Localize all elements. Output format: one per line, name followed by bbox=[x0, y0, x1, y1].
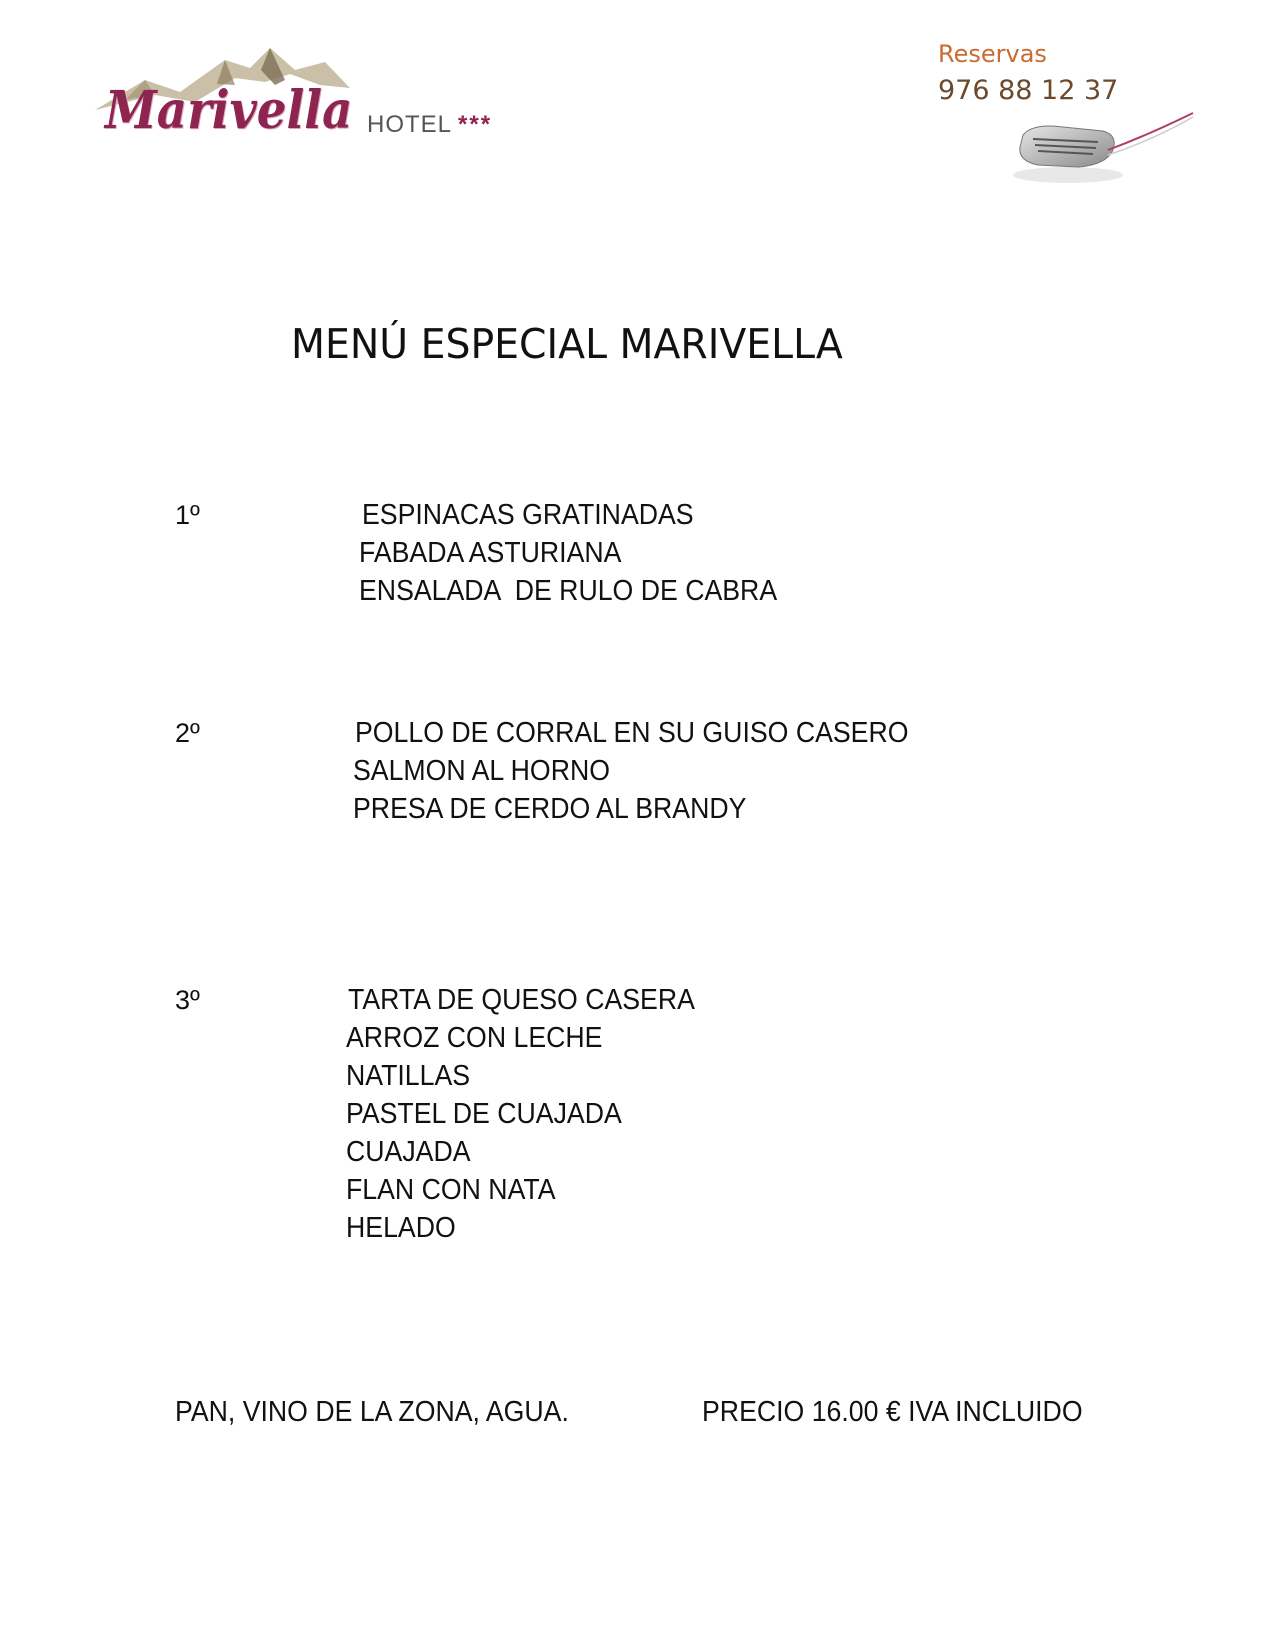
course-number: 3º bbox=[175, 985, 200, 1015]
hotel-logo bbox=[85, 40, 525, 150]
menu-item: ENSALADA DE RULO DE CABRA bbox=[359, 575, 778, 607]
logo-hotel-label bbox=[367, 111, 492, 139]
menu-item: FLAN CON NATA bbox=[346, 1174, 556, 1206]
course-2-list bbox=[355, 714, 957, 828]
menu-item: ESPINACAS GRATINADAS bbox=[362, 499, 694, 531]
menu-price: PRECIO 16.00 € IVA INCLUIDO bbox=[702, 1396, 1083, 1428]
reservas-phone[interactable]: 976 88 12 37 bbox=[938, 75, 1119, 106]
course-number: 1º bbox=[175, 500, 200, 530]
reservas-block bbox=[938, 40, 1198, 190]
logo-stars: *** bbox=[458, 111, 493, 138]
menu-item: PASTEL DE CUAJADA bbox=[346, 1098, 622, 1130]
menu-item: NATILLAS bbox=[346, 1060, 471, 1092]
menu-item: FABADA ASTURIANA bbox=[359, 537, 622, 569]
logo-hotel-text: HOTEL bbox=[367, 111, 453, 138]
course-1-list bbox=[359, 496, 813, 610]
menu-item: TARTA DE QUESO CASERA bbox=[348, 984, 695, 1016]
menu-item: HELADO bbox=[346, 1212, 456, 1244]
menu-item: SALMON AL HORNO bbox=[353, 755, 610, 787]
reservas-label: Reservas bbox=[938, 40, 1047, 68]
logo-wordmark: Marivella bbox=[105, 80, 353, 141]
telephone-icon bbox=[1008, 105, 1198, 190]
course-number: 2º bbox=[175, 718, 200, 748]
course-3-list bbox=[348, 981, 725, 1247]
menu-item: CUAJADA bbox=[346, 1136, 471, 1168]
menu-item: PRESA DE CERDO AL BRANDY bbox=[353, 793, 747, 825]
menu-item: ARROZ CON LECHE bbox=[346, 1022, 603, 1054]
menu-title: MENÚ ESPECIAL MARIVELLA bbox=[291, 320, 843, 368]
menu-item: POLLO DE CORRAL EN SU GUISO CASERO bbox=[355, 717, 909, 749]
menu-includes: PAN, VINO DE LA ZONA, AGUA. bbox=[175, 1396, 569, 1428]
